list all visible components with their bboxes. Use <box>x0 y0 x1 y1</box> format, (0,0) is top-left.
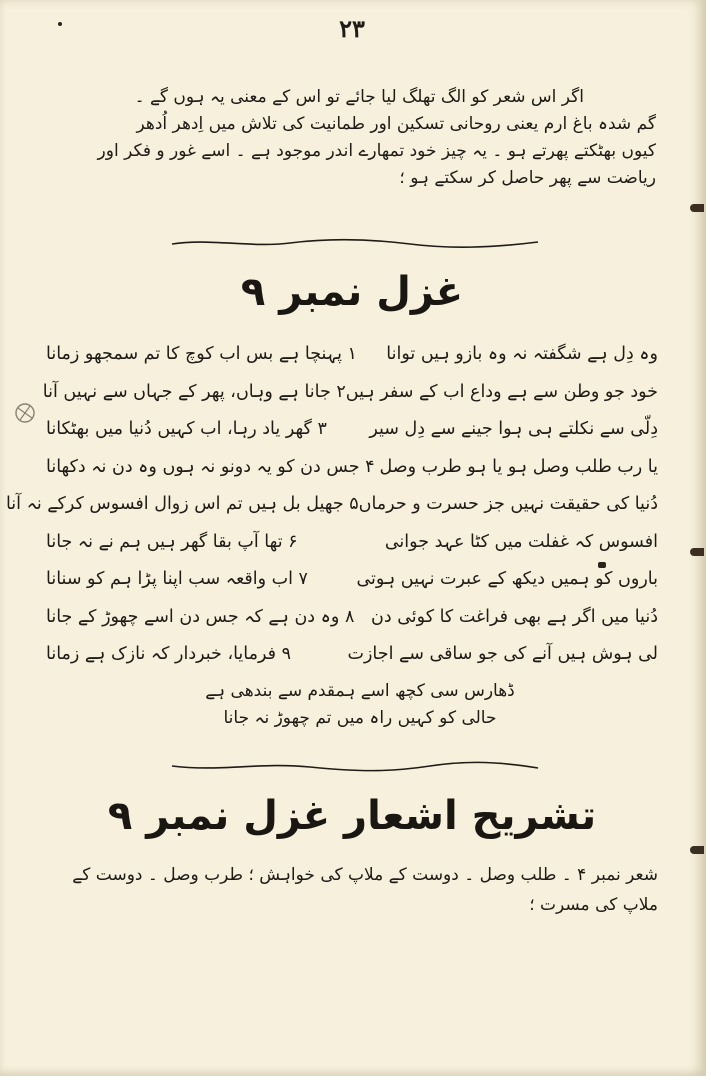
verse-row <box>46 336 658 374</box>
commentary-note <box>46 860 658 920</box>
ink-speck <box>58 22 62 26</box>
verse-first-hemistich: دُنیا میں اگر ہے بھی فراغت کا کوئی دن <box>371 606 658 627</box>
verse-first-hemistich: باروں کو ہمیں دیکھ کے عبرت نہیں ہوتی <box>356 569 658 589</box>
wavy-divider <box>170 760 540 774</box>
verse-row <box>46 561 658 599</box>
verse-second-hemistich: ۳ گھر یاد رہا، اب کہیں دُنیا میں بھٹکانا <box>46 419 327 439</box>
verse-row <box>5 486 658 524</box>
verse-second-hemistich: ۸ وہ دن ہے کہ جس دن اسے چھوڑ کے جانا <box>46 606 355 627</box>
verse-second-hemistich: ۷ اب واقعہ سب اپنا پڑا ہم کو سنانا <box>46 569 308 589</box>
ghazal-verses <box>5 336 658 674</box>
couplet-line: حالی کو کہیں راہ میں تم چھوڑ نہ جانا <box>223 708 497 728</box>
verse-first-hemistich: وہ دِل ہے شگفتہ نہ وہ بازو ہیں توانا <box>386 344 658 364</box>
binding-hole-mark <box>690 548 704 556</box>
note-line: ملاپ کی مسرت ؛ <box>529 895 658 915</box>
intro-paragraph <box>48 84 656 192</box>
verse-second-hemistich: ۵ جھیل بل ہیں تم اس زوال افسوس کرکے نہ آنا <box>5 494 359 514</box>
closing-couplet <box>180 678 540 732</box>
couplet-line: ڈھارس سی کچھ اسے ہمقدم سے بندھی ہے <box>205 681 515 701</box>
note-line: شعر نمبر ۴ ۔ طلب وصل ۔ دوست کے ملاپ کی خواہش ؛ طرب وصل ۔ دوست کے <box>72 865 658 885</box>
verse-first-hemistich: یا رب طلب وصل ہو یا ہو طرب وصل <box>379 456 658 477</box>
pencil-margin-mark-icon <box>10 398 40 428</box>
verse-second-hemistich: ۴ جس دن کو یہ دونو نہ ہوں وہ دن نہ دکھانا <box>46 456 375 477</box>
verse-first-hemistich: افسوس کہ غفلت میں کٹا عہد جوانی <box>384 531 658 552</box>
binding-hole-mark <box>690 204 704 212</box>
verse-first-hemistich: دُنیا کی حقیقت نہیں جز حسرت و حرماں <box>358 494 658 514</box>
intro-line: اگر اس شعر کو الگ تھلگ لیا جائے تو اس کے معنی یہ ہوں گے ۔ <box>134 87 584 107</box>
intro-line: کیوں بھٹکتے پھرتے ہو ۔ یہ چیز خود تمھارے اندر موجود ہے ۔ اسے غور و فکر اور <box>97 141 656 161</box>
verse-second-hemistich: ۱ پہنچا ہے بس اب کوچ کا تم سمجھو زمانا <box>46 344 357 364</box>
page-number: ۲۳ <box>339 14 365 43</box>
verse-second-hemistich: ۹ فرمایا، خبردار کہ نازک ہے زمانا <box>46 644 291 664</box>
ghazal-heading: غزل نمبر ۹ <box>240 269 464 315</box>
verse-row <box>42 374 658 412</box>
verse-first-hemistich: لی ہوش ہیں آنے کی جو ساقی سے اجازت <box>347 644 658 664</box>
verse-row <box>46 599 658 637</box>
verse-row <box>46 449 658 487</box>
verse-row <box>46 636 658 674</box>
verse-row <box>46 524 658 562</box>
commentary-heading: تشریح اشعار غزل نمبر ۹ <box>107 793 597 839</box>
ink-speck <box>598 562 606 568</box>
verse-second-hemistich: ۲ جانا ہے وہاں، پھر کے جہاں سے نہیں آنا <box>42 381 346 402</box>
intro-line: ریاضت سے پھر حاصل کر سکتے ہو ؛ <box>399 168 656 188</box>
wavy-divider <box>170 236 540 250</box>
verse-second-hemistich: ۶ تھا آپ بقا گھر ہیں ہم نے نہ جانا <box>46 531 298 552</box>
verse-first-hemistich: دِلّی سے نکلتے ہی ہوا جینے سے دِل سیر <box>369 419 658 439</box>
intro-line: گم شدہ باغ ارم یعنی روحانی تسکین اور طمانیت کی تلاش میں اِدھر اُدھر <box>136 114 656 134</box>
binding-hole-mark <box>690 846 704 854</box>
verse-row <box>46 411 658 449</box>
verse-first-hemistich: خود جو وطن سے ہے وداع اب کے سفر ہیں <box>345 381 658 402</box>
